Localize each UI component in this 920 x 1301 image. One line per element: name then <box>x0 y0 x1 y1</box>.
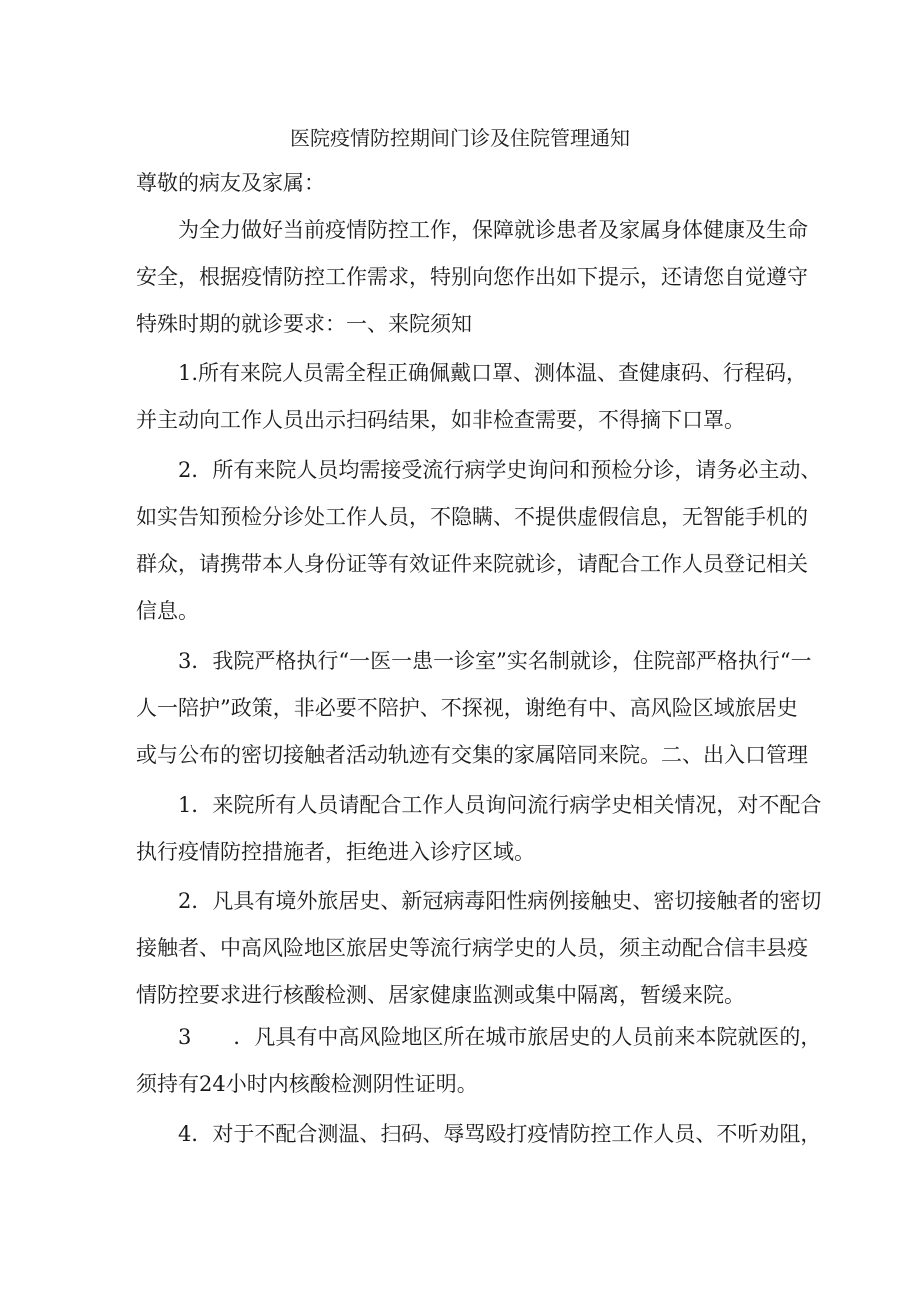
paragraph-line: 如实告知预检分诊处工作人员，不隐瞒、不提供虚假信息，无智能手机的 <box>136 505 808 529</box>
paragraph-line: 执行疫情防控措施者，拒绝进入诊疗区域。 <box>136 840 535 864</box>
greeting: 尊敬的病友及家属： <box>136 171 325 195</box>
paragraph-line: 人一陪护”政策，非必要不陪护、不探视，谢绝有中、高风险区域旅居史 <box>136 696 798 720</box>
paragraph-line: 安全，根据疫情防控工作需求，特别向您作出如下提示，还请您自觉遵守 <box>136 265 808 289</box>
paragraph-line: 接触者、中高风险地区旅居史等流行病学史的人员，须主动配合信丰县疫 <box>136 936 808 960</box>
paragraph-line: 3．我院严格执行“一医一患一诊室”实名制就诊，住院部严格执行“一 <box>178 649 812 673</box>
paragraph-line: 并主动向工作人员出示扫码结果，如非检查需要，不得摘下口罩。 <box>136 408 745 432</box>
document-title: 医院疫情防控期间门诊及住院管理通知 <box>290 126 630 150</box>
paragraph-line: 特殊时期的就诊要求：一、来院须知 <box>136 312 472 336</box>
paragraph-line: 须持有24小时内核酸检测阴性证明。 <box>136 1072 478 1096</box>
paragraph-line: 信息。 <box>136 599 199 623</box>
paragraph-line: 4．对于不配合测温、扫码、辱骂殴打疫情防控工作人员、不听劝阻， <box>178 1122 822 1146</box>
paragraph-line: 1.所有来院人员需全程正确佩戴口罩、测体温、查健康码、行程码， <box>178 361 808 385</box>
paragraph-line: 2．凡具有境外旅居史、新冠病毒阳性病例接触史、密切接触者的密切 <box>178 889 822 913</box>
paragraph-line: 1．来院所有人员请配合工作人员询问流行病学史相关情况，对不配合 <box>178 793 822 817</box>
paragraph-line: 为全力做好当前疫情防控工作，保障就诊患者及家属身体健康及生命 <box>178 218 808 242</box>
paragraph-line: 2．所有来院人员均需接受流行病学史询问和预检分诊，请务必主动、 <box>178 458 822 482</box>
paragraph-line: 群众，请携带本人身份证等有效证件来院就诊，请配合工作人员登记相关 <box>136 552 808 576</box>
paragraph-line: 或与公布的密切接触者活动轨迹有交集的家属陪同来院。二、出入口管理 <box>136 743 808 767</box>
paragraph-line: 情防控要求进行核酸检测、居家健康监测或集中隔离，暂缓来院。 <box>136 983 745 1007</box>
paragraph-line: 3 ．凡具有中高风险地区所在城市旅居史的人员前来本院就医的， <box>178 1025 822 1049</box>
